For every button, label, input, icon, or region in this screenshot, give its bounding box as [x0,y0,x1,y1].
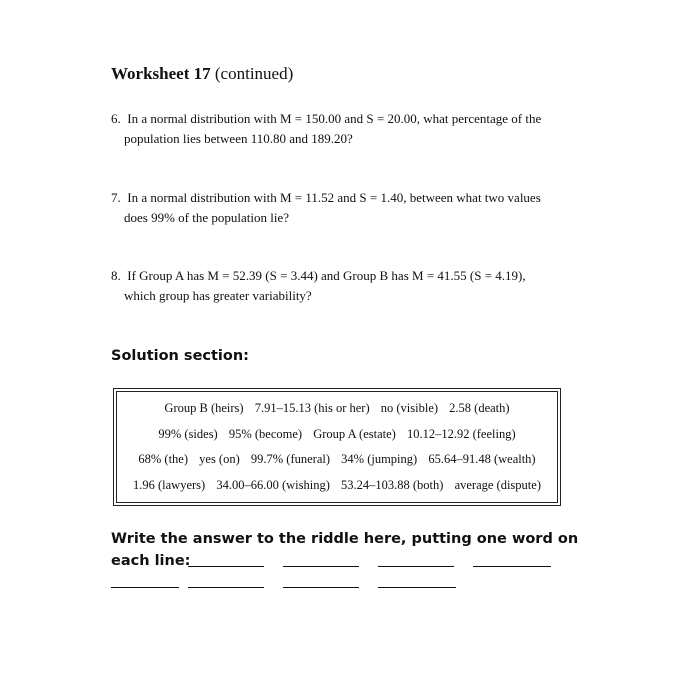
riddle-line-1: Write the answer to the riddle here, putting one word on [111,531,579,547]
solution-row [117,401,557,416]
worksheet-title-suffix: (continued) [210,64,294,83]
answer-blank[interactable] [188,587,264,588]
solution-item: 53.24–103.88 (both) [341,477,444,492]
question-text-line-1: In a normal distribution with M = 11.52 and S = 1.40, between what two values [127,190,541,205]
solution-item: 65.64–91.48 (wealth) [428,452,536,467]
question-text-line-2: which group has greater variability? [124,288,312,303]
solution-heading: Solution section: [111,348,249,364]
question-7 [111,188,571,228]
answer-blank[interactable] [283,566,359,567]
solution-item: average (dispute) [454,477,541,492]
solution-item: 10.12–12.92 (feeling) [406,426,516,441]
solution-item: 7.91–15.13 (his or her) [254,401,370,416]
solution-row [117,427,557,442]
solution-item: 68% (the) [138,452,189,467]
solution-row [117,478,557,493]
answer-blank[interactable] [188,566,264,567]
solution-item: 1.96 (lawyers) [133,477,206,492]
question-number: 8. [111,268,121,283]
question-text-line-2: population lies between 110.80 and 189.20? [124,131,353,146]
worksheet-title-main: Worksheet 17 [111,64,211,83]
answer-blank[interactable] [473,566,551,567]
solution-row [117,452,557,467]
question-text-line-1: If Group A has M = 52.39 (S = 3.44) and Group B has M = 41.55 (S = 4.19), [127,268,526,283]
solution-item: 2.58 (death) [449,401,510,416]
solution-box [113,388,561,506]
answer-blank[interactable] [378,587,456,588]
solution-item: Group B (heirs) [164,401,244,416]
question-text-line-1: In a normal distribution with M = 150.00 and S = 20.00, what percentage of the [127,111,542,126]
solution-item: 95% (become) [228,426,303,441]
solution-box-inner [116,391,558,503]
solution-item: 34.00–66.00 (wishing) [216,477,330,492]
solution-item: Group A (estate) [313,426,396,441]
worksheet-title [111,64,293,84]
solution-item: yes (on) [199,452,240,467]
answer-blank[interactable] [283,587,359,588]
solution-item: no (visible) [380,401,439,416]
solution-item: 99.7% (funeral) [250,452,331,467]
solution-item: 99% (sides) [158,426,218,441]
question-text-line-2: does 99% of the population lie? [124,210,289,225]
answer-blank[interactable] [111,587,179,588]
answer-blank[interactable] [378,566,454,567]
question-8 [111,266,571,306]
question-number: 6. [111,111,121,126]
question-number: 7. [111,190,121,205]
question-6 [111,109,571,149]
solution-item: 34% (jumping) [341,452,418,467]
riddle-line-2: each line: [111,553,191,569]
